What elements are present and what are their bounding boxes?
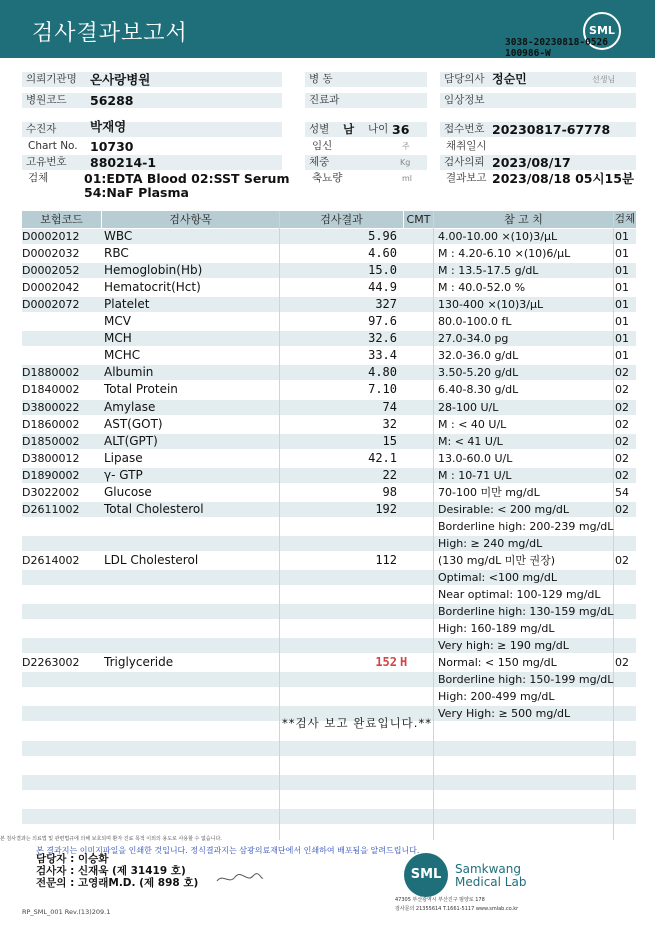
- request-value: 2023/08/17: [492, 155, 571, 170]
- row-reference: M : 4.20-6.10 ×(10)6/μL: [438, 247, 571, 261]
- row-test-name: Total Cholesterol: [104, 501, 204, 516]
- row-flag: [400, 330, 430, 347]
- row-flag: [400, 381, 430, 398]
- row-specimen: 01: [615, 315, 629, 329]
- row-result: [282, 688, 397, 705]
- row-result: 74: [382, 399, 397, 414]
- row-code: D3800022: [22, 400, 80, 414]
- row-flag: [400, 586, 430, 603]
- report-id: 3038-20230818-0526 100986-W: [505, 37, 608, 59]
- col-divider: [433, 211, 434, 840]
- row-reference: High: ≥ 240 mg/dL: [438, 536, 543, 550]
- row-reference: Desirable: < 200 mg/dL: [438, 502, 570, 516]
- weight-label: 체중: [305, 155, 427, 170]
- row-specimen: 02: [615, 502, 629, 516]
- row-specimen: 01: [615, 332, 629, 346]
- row-test-name: WBC: [104, 229, 133, 243]
- unique-value: 880214-1: [90, 155, 157, 170]
- row-reference: 130-400 ×(10)3/μL: [438, 298, 544, 312]
- row-test-name: Glucose: [104, 484, 152, 499]
- row-result: 327: [375, 297, 397, 312]
- row-reference: 27.0-34.0 pg: [438, 332, 509, 346]
- row-result: 7.10: [368, 382, 397, 397]
- lab-phone: 검사문의 21355614 T.1661-5117 www.smlab.co.kr: [395, 906, 519, 912]
- weight-unit: Kg: [400, 158, 411, 167]
- row-specimen: 02: [615, 553, 629, 567]
- row-test-name: MCHC: [104, 348, 141, 363]
- col-header-result: 검사결과: [280, 211, 403, 228]
- row-test-name: MCH: [104, 331, 132, 346]
- row-reference: Borderline high: 150-199 mg/dL: [438, 673, 614, 687]
- row-reference: High: 200-499 mg/dL: [438, 690, 555, 704]
- row-flag: [400, 364, 430, 381]
- row-reference: 28-100 U/L: [438, 400, 499, 414]
- row-specimen: 01: [615, 281, 629, 295]
- row-reference: 13.0-60.0 U/L: [438, 451, 513, 465]
- row-code: D1890002: [22, 468, 80, 482]
- row-result: [282, 569, 397, 586]
- age-value: 36: [392, 122, 410, 137]
- dept-label: 진료과: [305, 93, 427, 108]
- row-reference: 32.0-36.0 g/dL: [438, 349, 519, 363]
- row-result: [282, 535, 397, 552]
- row-flag: [400, 347, 430, 364]
- row-test-name: Platelet: [104, 297, 150, 312]
- row-specimen: 01: [615, 230, 629, 243]
- row-result: 98: [382, 484, 397, 499]
- row-specimen: 02: [615, 656, 629, 670]
- row-result: 4.80: [368, 365, 397, 380]
- specimen-value-2: 54:NaF Plasma: [84, 185, 189, 200]
- row-result: 5.96: [368, 229, 397, 243]
- row-result: 152: [375, 655, 397, 670]
- footer-print-note: 본 결과지는 이미지파일을 인쇄한 것입니다. 정식결과지는 삼광의료재단에서 인쇄하여 배포됨을 알려드립니다.: [36, 846, 420, 855]
- row-specimen: 01: [615, 247, 629, 261]
- row-result: [282, 637, 397, 654]
- row-test-name: Total Protein: [104, 382, 178, 397]
- row-code: D3800012: [22, 451, 80, 465]
- row-flag: [400, 484, 430, 501]
- row-test-name: Amylase: [104, 399, 156, 414]
- row-flag: [400, 569, 430, 586]
- row-test-name: Hematocrit(Hct): [104, 280, 201, 295]
- row-specimen: 02: [615, 451, 629, 465]
- report-title: 검사결과보고서: [32, 21, 188, 46]
- row-test-name: ALT(GPT): [104, 433, 158, 448]
- row-flag: [400, 620, 430, 637]
- row-flag: [400, 416, 430, 433]
- row-test-name: LDL Cholesterol: [104, 552, 199, 567]
- row-result: 42.1: [368, 450, 397, 465]
- doctor-suffix: 선생님: [592, 75, 616, 84]
- col-header-code: 보험코드: [22, 211, 101, 228]
- row-flag: [400, 603, 430, 620]
- row-flag: [400, 279, 430, 296]
- row-code: D2614002: [22, 553, 80, 567]
- hospital-code-label: 병원코드: [22, 93, 282, 108]
- row-result: 112: [375, 552, 397, 567]
- row-test-name: AST(GOT): [104, 416, 163, 431]
- table-stripe: [22, 809, 636, 824]
- receipt-value: 20230817-67778: [492, 122, 611, 137]
- row-code: D1860002: [22, 417, 80, 431]
- sex-value: 남: [343, 122, 355, 136]
- doctor-label: 담당의사: [440, 72, 636, 87]
- row-reference: Very high: ≥ 190 mg/dL: [438, 639, 569, 653]
- specimen-value-1: 01:EDTA Blood 02:SST Serum: [84, 171, 290, 186]
- row-flag: [400, 518, 430, 535]
- sex-label: 성별: [309, 123, 330, 135]
- row-code: D2611002: [22, 502, 80, 516]
- row-code: D2263002: [22, 656, 80, 670]
- row-test-name: γ- GTP: [104, 467, 143, 482]
- ward-label: 병 동: [305, 72, 427, 87]
- row-specimen: 01: [615, 349, 629, 363]
- footer-legal-note: 본 검사결과는 의료법 및 관련법규에 의해 보호되며 환자 진료 목적 이외의 용도로 사용할 수 없습니다.: [0, 836, 222, 842]
- row-code: D1840002: [22, 383, 80, 397]
- row-code: D1880002: [22, 366, 80, 380]
- row-result: 22: [382, 467, 397, 482]
- signature-icon: [215, 871, 265, 887]
- row-specimen: 02: [615, 417, 629, 431]
- row-reference: (130 mg/dL 미만 권장): [438, 553, 556, 567]
- row-reference: M : 40.0-52.0 %: [438, 281, 526, 295]
- col-header-specimen: 검체: [614, 211, 636, 228]
- row-flag: [400, 535, 430, 552]
- collect-label: 채취일시: [446, 140, 487, 152]
- row-test-name: MCV: [104, 314, 131, 329]
- row-test-name: Hemoglobin(Hb): [104, 263, 203, 278]
- row-result: [282, 671, 397, 688]
- row-flag: [400, 262, 430, 279]
- row-result: [282, 603, 397, 620]
- row-specimen: 02: [615, 468, 629, 482]
- col-divider: [279, 211, 280, 840]
- row-reference: Borderline high: 200-239 mg/dL: [438, 519, 614, 533]
- report-complete-message: **검사 보고 완료입니다.**: [282, 716, 432, 730]
- row-flag: [400, 296, 430, 313]
- row-code: D1850002: [22, 434, 80, 448]
- doctor-value: 정순민: [492, 72, 527, 86]
- row-code: D0002072: [22, 298, 80, 312]
- signer-manager: 담당자 : 이승화: [36, 853, 109, 865]
- row-reference: Normal: < 150 mg/dL: [438, 656, 557, 670]
- row-result: 192: [375, 501, 397, 516]
- sml-logo-name: Samkwang Medical Lab: [455, 862, 527, 889]
- row-reference: M : < 40 U/L: [438, 417, 507, 431]
- row-flag: [400, 450, 430, 467]
- row-specimen: 02: [615, 366, 629, 380]
- row-test-name: Lipase: [104, 450, 143, 465]
- row-specimen: 54: [615, 485, 629, 499]
- row-reference: M: < 41 U/L: [438, 434, 503, 448]
- row-result: 33.4: [368, 348, 397, 363]
- row-reference: 4.00-10.00 ×(10)3/μL: [438, 230, 558, 243]
- row-reference: High: 160-189 mg/dL: [438, 622, 555, 636]
- row-result: 44.9: [368, 280, 397, 295]
- row-flag: [400, 671, 430, 688]
- row-flag: [400, 501, 430, 518]
- signer-tester: 검사자 : 신재욱 (제 31419 호): [36, 865, 186, 877]
- row-test-name: RBC: [104, 246, 129, 261]
- report-date-value: 2023/08/18 05시15분: [492, 171, 635, 186]
- row-specimen: 02: [615, 400, 629, 414]
- row-reference: Near optimal: 100-129 mg/dL: [438, 588, 601, 602]
- row-code: D0002012: [22, 230, 80, 243]
- row-flag: [400, 399, 430, 416]
- lab-address: 47305 부산광역시 부산진구 범양로 178: [395, 897, 485, 903]
- chart-value: 10730: [90, 139, 134, 154]
- clinical-label: 임상정보: [440, 93, 636, 108]
- col-header-item: 검사항목: [102, 211, 279, 228]
- patient-value: 박재영: [90, 119, 127, 134]
- row-flag: [400, 433, 430, 450]
- row-specimen: 02: [615, 383, 629, 397]
- sml-logo-icon: SML: [583, 12, 621, 50]
- hospital-code-value: 56288: [90, 93, 134, 108]
- row-reference: 80.0-100.0 fL: [438, 315, 512, 329]
- row-flag: [400, 467, 430, 484]
- table-stripe: [22, 775, 636, 790]
- row-reference: 70-100 미만 mg/dL: [438, 485, 540, 499]
- specimen-label: 검체: [28, 172, 49, 184]
- row-reference: Borderline high: 130-159 mg/dL: [438, 605, 614, 619]
- row-code: D3022002: [22, 485, 80, 499]
- signer-specialist: 전문의 : 고영래M.D. (제 898 호): [36, 877, 199, 889]
- row-flag: [400, 688, 430, 705]
- row-result: [282, 620, 397, 637]
- row-result: 15: [382, 433, 397, 448]
- form-code: RP_SML_001 Rev.(13)209.1: [22, 908, 111, 916]
- unique-label: 고유번호: [22, 155, 282, 170]
- row-reference: M : 13.5-17.5 g/dL: [438, 264, 539, 278]
- row-flag: [400, 313, 430, 330]
- row-result: 32: [382, 416, 397, 431]
- sml-logo-mark-icon: SML: [404, 853, 448, 897]
- pregnancy-label: 임신: [312, 140, 333, 152]
- table-stripe: [22, 741, 636, 756]
- row-code: D0002042: [22, 281, 80, 295]
- row-specimen: 01: [615, 298, 629, 312]
- row-flag: [400, 552, 430, 569]
- pregnancy-unit: 주: [402, 142, 410, 151]
- age-label: 나이: [368, 123, 389, 135]
- row-reference: 3.50-5.20 g/dL: [438, 366, 519, 380]
- institution-value: 온사랑병원: [90, 72, 151, 87]
- row-specimen: 02: [615, 434, 629, 448]
- row-flag: [400, 637, 430, 654]
- row-reference: 6.40-8.30 g/dL: [438, 383, 519, 397]
- row-reference: M : 10-71 U/L: [438, 468, 512, 482]
- col-header-ref: 참 고 치: [434, 211, 613, 228]
- urine-label: 축뇨량: [312, 172, 343, 184]
- row-code: D0002032: [22, 247, 80, 261]
- row-result: 15.0: [368, 263, 397, 278]
- chart-label: Chart No.: [28, 140, 78, 152]
- col-header-cmt: CMT: [404, 211, 433, 228]
- row-result: [282, 518, 397, 535]
- row-test-name: Triglyceride: [104, 655, 174, 670]
- row-result: 97.6: [368, 314, 397, 329]
- row-code: D0002052: [22, 264, 80, 278]
- institution-label: 의뢰기관명: [22, 72, 282, 87]
- request-label: 검사의뢰: [440, 155, 636, 170]
- row-flag: [400, 245, 430, 262]
- row-specimen: 01: [615, 264, 629, 278]
- row-reference: Optimal: <100 mg/dL: [438, 571, 557, 584]
- row-test-name: Albumin: [104, 365, 154, 380]
- urine-unit: ml: [402, 174, 413, 183]
- row-result: 32.6: [368, 331, 397, 346]
- row-flag: [400, 228, 430, 245]
- receipt-label: 접수번호: [440, 122, 636, 137]
- row-flag: H: [400, 655, 408, 670]
- row-result: [282, 586, 397, 603]
- row-reference: Very High: ≥ 500 mg/dL: [438, 707, 571, 721]
- report-date-label: 결과보고: [446, 172, 487, 184]
- patient-label: 수진자: [22, 122, 282, 137]
- row-result: 4.60: [368, 246, 397, 261]
